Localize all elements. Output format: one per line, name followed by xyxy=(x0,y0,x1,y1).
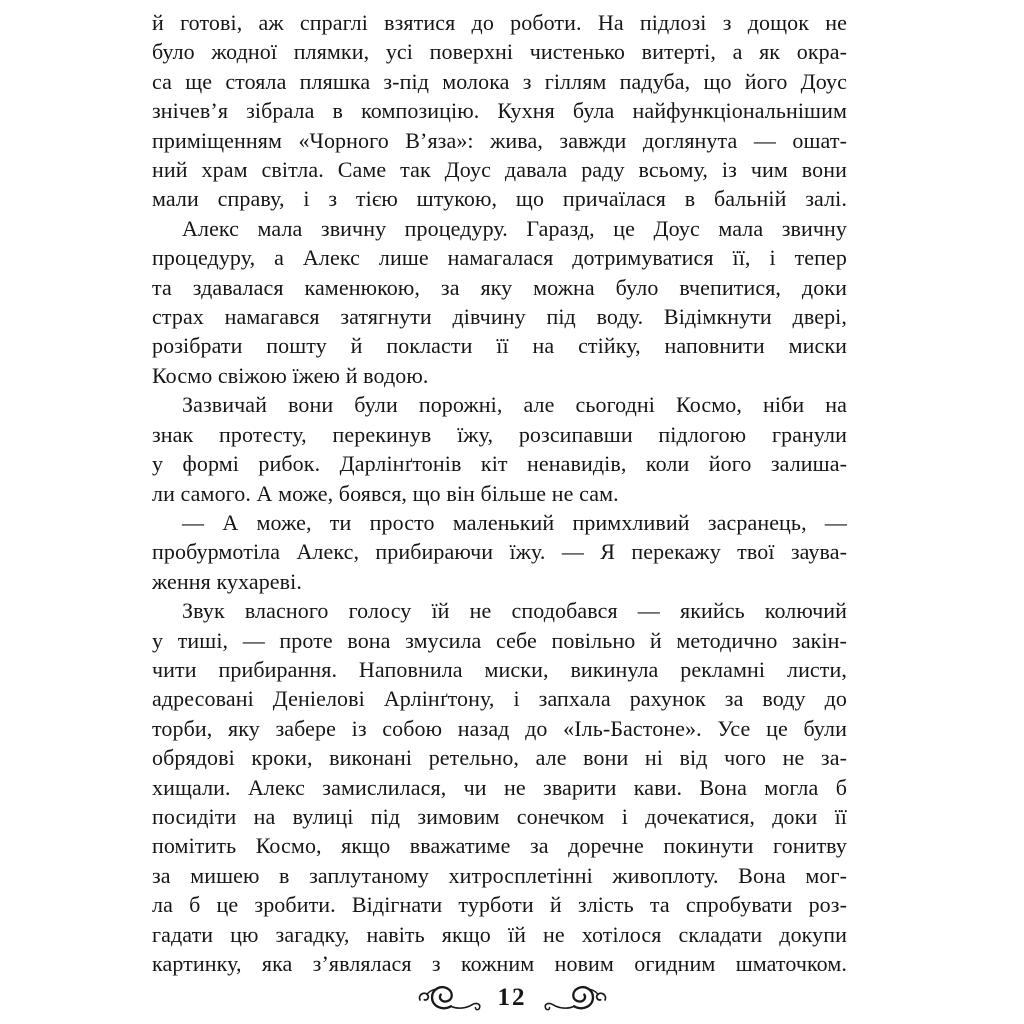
text-line: адресовані Деніелові Арлінґтону, і запхала рахунок за воду до xyxy=(152,686,847,712)
text-line: гадати цю загадку, навіть якщо їй не хотілося складати докупи xyxy=(152,921,847,947)
text-line: пробурмотіла Алекс, прибираючи їжу. — Я перекажу твої заува- xyxy=(152,539,847,565)
flourish-left-icon xyxy=(416,983,484,1013)
text-line: посидіти на вулиці під зимовим сонечком і дочекатися, доки її xyxy=(152,803,847,829)
text-line: Алекс мала звичну процедуру. Гаразд, це Доус мала звичну xyxy=(182,215,847,241)
text-line: обрядові кроки, виконані ретельно, але вони ні від чого не за- xyxy=(152,745,847,771)
text-line: процедуру, а Алекс лише намагалася дотримуватися її, і тепер xyxy=(152,245,847,271)
text-line: було жодної плямки, усі поверхні чистенько витерті, а як окра- xyxy=(152,39,847,65)
paragraph xyxy=(152,596,847,978)
text-line: са ще стояла пляшка з-під молока з гіллям падуба, що його Доус xyxy=(152,68,847,94)
text-line: знак протесту, перекинув їжу, розсипавши підлогою гранули xyxy=(152,421,847,447)
text-line: Космо свіжою їжею й водою. xyxy=(152,362,429,388)
text-line: мали справу, і з тією штукою, що причаїлася в бальній залі. xyxy=(152,186,847,212)
text-line: ла б це зробити. Відігнати турботи й злість та спробувати роз- xyxy=(152,892,847,918)
text-line: за мишею в заплутаному хитросплетінні живоплоту. Вона мог- xyxy=(152,862,847,888)
page-number: 12 xyxy=(497,984,527,1011)
text-line: ли самого. А може, боявся, що він більше не сам. xyxy=(152,480,619,506)
text-line: помітить Космо, якщо вважатиме за доречне покинути гонитву xyxy=(152,833,847,859)
text-line: розібрати пошту й покласти її на стійку, наповнити миски xyxy=(152,333,847,359)
flourish-right-icon xyxy=(541,983,609,1013)
text-line: Зазвичай вони були порожні, але сьогодні Космо, ніби на xyxy=(182,392,847,418)
text-line: картинку, яка з’являлася з кожним новим огидним шматочком. xyxy=(152,951,847,976)
text-line: торби, яку забере із собою назад до «Іль-Бастоне». Усе це були xyxy=(152,715,847,741)
paragraph xyxy=(152,508,847,596)
paragraph xyxy=(152,214,847,390)
text-line: приміщенням «Чорного В’яза»: жива, завжди доглянута — ошат- xyxy=(152,127,847,153)
text-line: — А може, ти просто маленький примхливий засранець, — xyxy=(182,509,847,535)
text-line: чити прибирання. Наповнила миски, викинула рекламні листи, xyxy=(152,656,847,682)
text-line: хищали. Алекс замислилася, чи не зварити кави. Вона могла б xyxy=(152,774,847,800)
text-line: й готові, аж спраглі взятися до роботи. На підлозі з дощок не xyxy=(152,10,847,35)
paragraph xyxy=(152,390,847,508)
text-line: ження кухареві. xyxy=(152,568,302,594)
text-line: Звук власного голосу їй не сподобався — якийсь колючий xyxy=(182,598,847,624)
text-line: знічев’я зібрала в композицію. Кухня була найфункціональнішим xyxy=(152,98,847,124)
text-line: страх намагався затягнути дівчину під воду. Відімкнути двері, xyxy=(152,304,847,330)
page-text xyxy=(152,8,847,978)
text-line: у тиші, — проте вона змусила себе повільно й методично закін- xyxy=(152,627,847,653)
page-footer xyxy=(0,983,1024,1013)
text-line: у формі рибок. Дарлінґтонів кіт ненавидів, коли його залиша- xyxy=(152,451,847,477)
paragraph xyxy=(152,8,847,214)
text-line: ний храм світла. Саме так Доус давала раду всьому, із чим вони xyxy=(152,157,847,183)
text-line: та здавалася каменюкою, за яку можна було вчепитися, доки xyxy=(152,274,847,300)
